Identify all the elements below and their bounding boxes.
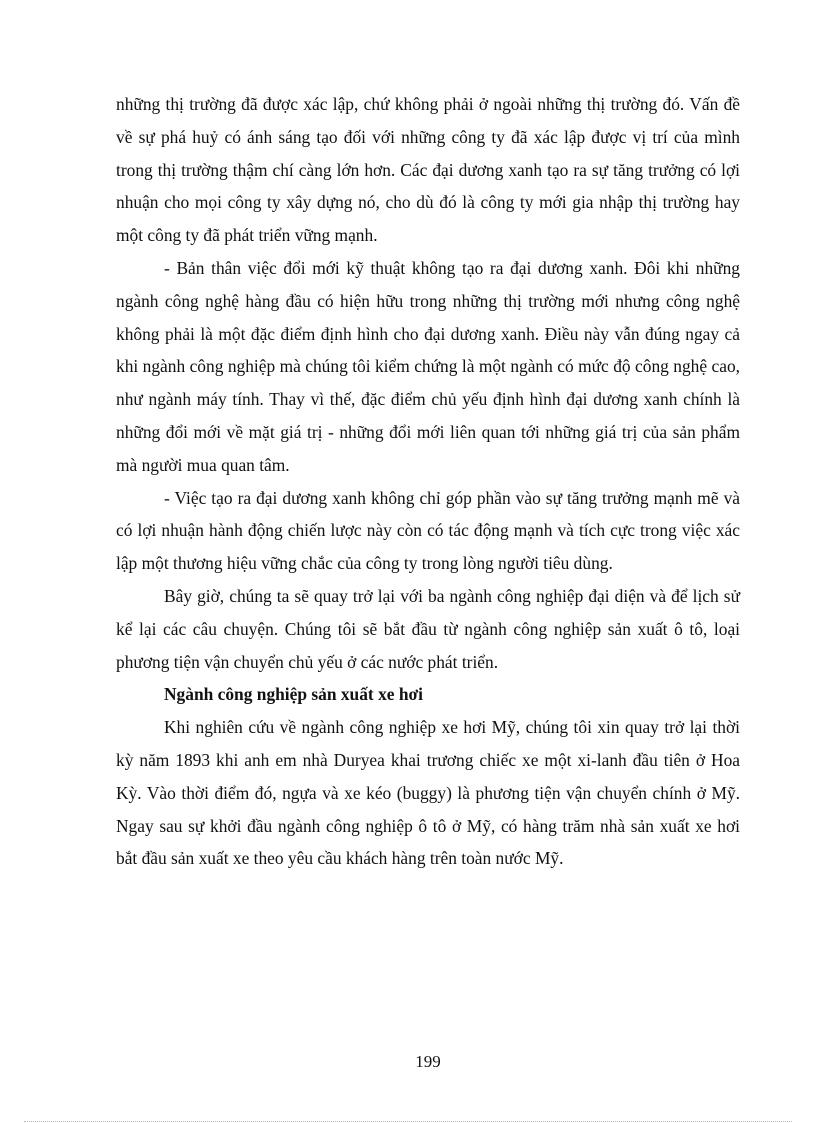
body-text: [116, 88, 740, 875]
section-heading: Ngành công nghiệp sản xuất xe hơi: [164, 684, 423, 705]
paragraph-industries: Bây giờ, chúng ta sẽ quay trở lại với ba ngành công nghiệp đại diện và để lịch sử kể lại các câu chuyện. Chúng tôi sẽ bắt đầu từ ngành công nghiệp sản xuất ô tô, loại phương tiện vận chuyển chủ yếu ở các nước phát triển.: [116, 585, 740, 672]
page-number: 199: [415, 1052, 441, 1071]
paragraph-continuation: những thị trường đã được xác lập, chứ không phải ở ngoài những thị trường đó. Vấn đề về sự phá huỷ có ánh sáng tạo đối với những công ty đã xác lập được vị trí của mình trong thị trường thậm chí càng lớn hơn. Các đại dương xanh tạo ra sự tăng trưởng có lợi nhuận cho mọi công ty xây dựng nó, cho dù đó là công ty mới gia nhập thị trường hay một công ty đã phát triển vững mạnh.: [116, 94, 740, 246]
paragraph-automobile: Khi nghiên cứu về ngành công nghiệp xe hơi Mỹ, chúng tôi xin quay trở lại thời kỳ năm 1893 khi anh em nhà Duryea khai trương chiếc xe một xi-lanh đầu tiên ở Hoa Kỳ. Vào thời điểm đó, ngựa và xe kéo (buggy) là phương tiện vận chuyển chính ở Mỹ. Ngay sau sự khởi đầu ngành công nghiệp ô tô ở Mỹ, có hàng trăm nhà sản xuất xe hơi bắt đầu sản xuất xe theo yêu cầu khách hàng trên toàn nước Mỹ.: [116, 717, 740, 869]
paragraph-technology: - Bản thân việc đổi mới kỹ thuật không tạo ra đại dương xanh. Đôi khi những ngành công nghệ hàng đầu có hiện hữu trong những thị trường mới nhưng công nghệ không phải là một đặc điểm định hình cho đại dương xanh. Điều này vẫn đúng ngay cả khi ngành công nghiệp mà chúng tôi kiểm chứng là một ngành có mức độ công nghệ cao, như ngành máy tính. Thay vì thế, đặc điểm chủ yếu định hình đại dương xanh chính là những đổi mới về mặt giá trị - những đổi mới liên quan tới những giá trị của sản phẩm mà người mua quan tâm.: [116, 257, 740, 475]
page-bottom-divider: [24, 1121, 792, 1122]
paragraph-brand: - Việc tạo ra đại dương xanh không chỉ góp phần vào sự tăng trưởng mạnh mẽ và có lợi nhuận hành động chiến lược này còn có tác động mạnh và tích cực trong việc xác lập một thương hiệu vững chắc của công ty trong lòng người tiêu dùng.: [116, 487, 740, 574]
